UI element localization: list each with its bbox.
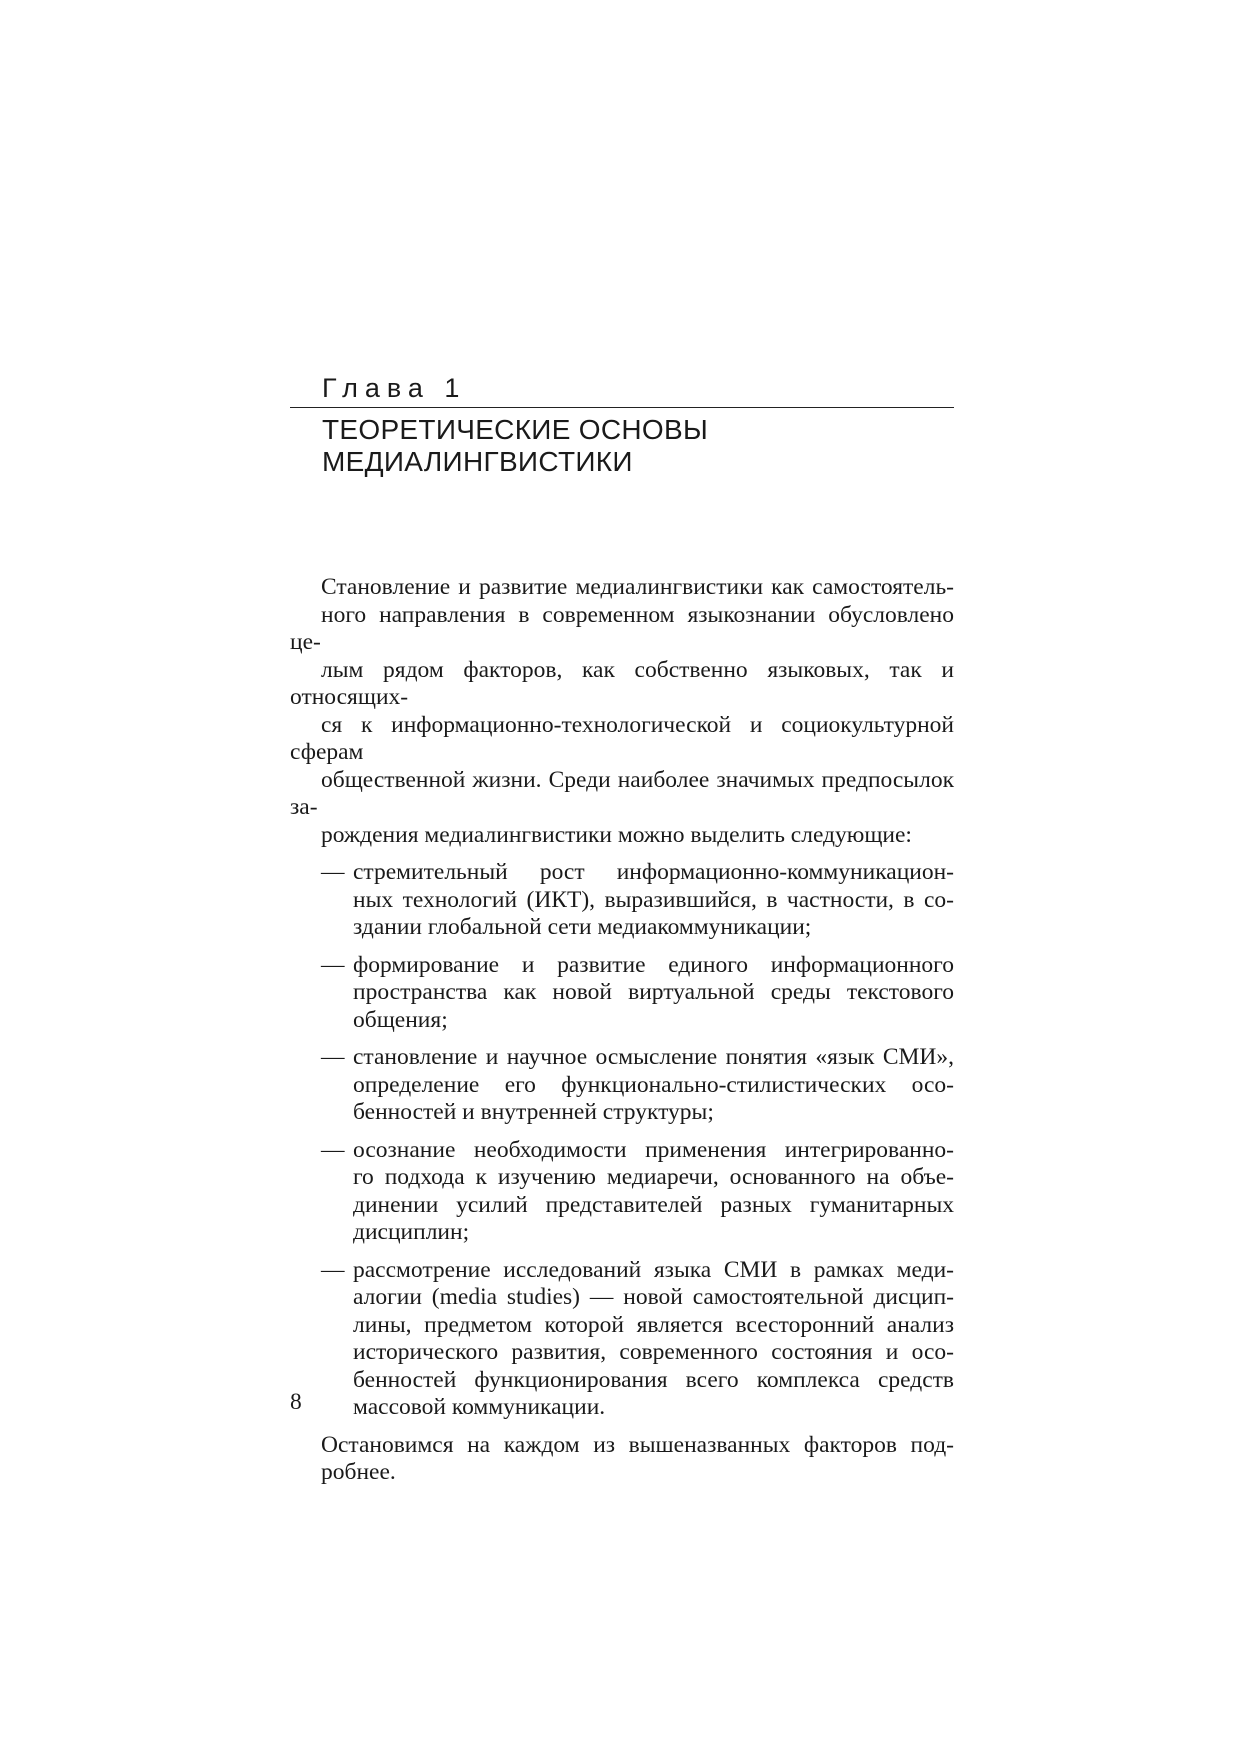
text-line: массовой коммуникации. <box>353 1394 606 1420</box>
text-line: Становление и развитие медиалингвистики как самостоятель- <box>321 574 954 600</box>
text-line: формирование и развитие единого информационного <box>353 951 954 978</box>
text-line: исторического развития, современного состояния и осо- <box>353 1339 954 1365</box>
dash-marker: — <box>321 1256 345 1283</box>
text-line: становление и научное осмысление понятия «язык СМИ», <box>353 1044 954 1070</box>
page-number: 8 <box>290 1389 302 1415</box>
dash-marker: — <box>321 859 345 885</box>
text-line: ного направления в современном языкознании обусловлено це- <box>290 601 954 655</box>
text-line: лины, предметом которой является всесторонний анализ <box>353 1311 954 1338</box>
intro-paragraph <box>290 574 954 849</box>
text-line: бенностей функционирования всего комплекса средств <box>353 1366 954 1393</box>
closing-paragraph <box>290 1432 954 1487</box>
text-line: робнее. <box>321 1459 396 1485</box>
body-text <box>290 574 954 1487</box>
chapter-title-line: МЕДИАЛИНГВИСТИКИ <box>322 446 633 477</box>
text-line: осознание необходимости применения интегрированно- <box>353 1136 954 1163</box>
text-line: Остановимся на каждом из вышеназванных факторов под- <box>321 1431 954 1458</box>
dash-marker: — <box>321 1044 345 1070</box>
text-line: ных технологий (ИКТ), выразившийся, в частности, в со- <box>353 886 954 913</box>
text-line: пространства как новой виртуальной среды текстового <box>353 979 954 1005</box>
text-line: общения; <box>353 1006 448 1033</box>
text-line: стремительный рост информационно-коммуникацион- <box>353 859 954 885</box>
factor-item <box>290 1257 954 1422</box>
text-line: алогии (media studies) — новой самостоятельной дисцип- <box>353 1284 954 1310</box>
text-line: определение его функционально-стилистических осо- <box>353 1071 954 1098</box>
text-line: дисциплин; <box>353 1219 470 1245</box>
text-line: рождения медиалингвистики можно выделить следующие: <box>321 821 912 848</box>
text-line: ся к информационно-технологической и социокультурной сферам <box>290 711 954 765</box>
dash-marker: — <box>321 951 345 978</box>
text-line: здании глобальной сети медиакоммуникации; <box>353 914 812 940</box>
text-line: динении усилий представителей разных гуманитарных <box>353 1191 954 1218</box>
text-line: общественной жизни. Среди наиболее значимых предпосылок за- <box>290 766 954 820</box>
text-line: лым рядом факторов, как собственно языковых, так и относящих- <box>290 656 954 710</box>
factor-item <box>290 859 954 942</box>
chapter-title <box>322 414 942 478</box>
factor-item <box>290 1137 954 1247</box>
factor-list <box>290 859 954 1422</box>
factor-item <box>290 1044 954 1127</box>
chapter-divider <box>290 407 954 408</box>
text-line: рассмотрение исследований языка СМИ в рамках меди- <box>353 1256 954 1283</box>
chapter-label: Глава 1 <box>322 373 467 403</box>
text-line: го подхода к изучению медиаречи, основанного на объе- <box>353 1164 954 1190</box>
factor-item <box>290 952 954 1035</box>
dash-marker: — <box>321 1136 345 1163</box>
text-line: бенностей и внутренней структуры; <box>353 1099 714 1125</box>
chapter-title-line: ТЕОРЕТИЧЕСКИЕ ОСНОВЫ <box>322 414 709 445</box>
